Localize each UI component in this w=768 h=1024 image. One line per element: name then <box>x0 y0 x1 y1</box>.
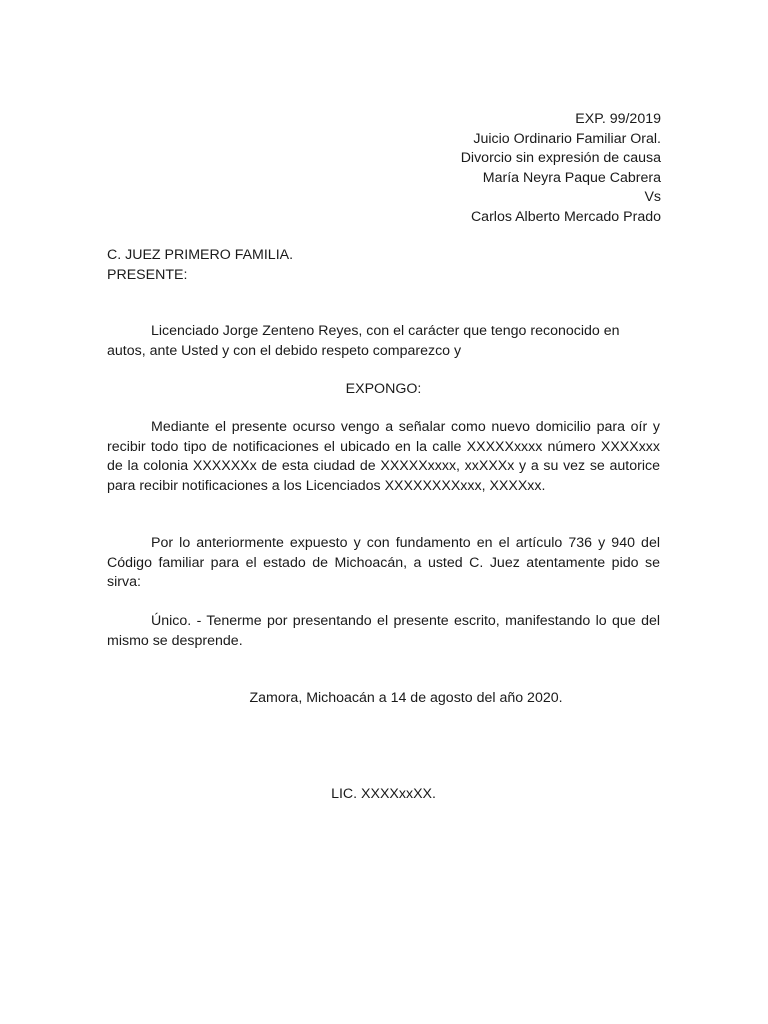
divorce-type: Divorcio sin expresión de causa <box>460 150 661 167</box>
place-and-date: Zamora, Michoacán a 14 de agosto del año 2020. <box>249 690 563 706</box>
plaintiff-name: María Neyra Paque Cabrera <box>482 169 661 186</box>
body-paragraph-address: Mediante el presente ocurso vengo a señalar como nuevo domicilio para oír y recibir todo tipo de notificaciones el ubicado en la calle XXXXXxxxx número XXXXxxx de la colonia XXXXXXx de esta ciudad de XXXXXxxxx, xxXXXx y a su vez se autorice para recibir notificaciones a los Licenciados XXXXXXXXxxx, XXXXxx. <box>107 419 660 494</box>
intro-paragraph: Licenciado Jorge Zenteno Reyes, con el carácter que tengo reconocido en autos, ante Usted y con el debido respeto comparezco y <box>107 323 620 359</box>
addressee-block <box>107 246 293 285</box>
addressee-judge: C. JUEZ PRIMERO FAMILIA. <box>107 247 294 263</box>
case-header <box>461 110 661 228</box>
addressee-present: PRESENTE: <box>107 266 188 283</box>
versus-label: Vs <box>644 189 661 206</box>
trial-type: Juicio Ordinario Familiar Oral. <box>473 130 661 147</box>
case-number: EXP. 99/2019 <box>575 111 661 127</box>
body-paragraph-legal-basis: Por lo anteriormente expuesto y con fundamento en el artículo 736 y 940 del Código familiar para el estado de Michoacán, a usted C. Juez atentamente pido se sirva: <box>107 535 660 591</box>
defendant-name: Carlos Alberto Mercado Prado <box>470 208 661 225</box>
signature-line: LIC. XXXXxxXX. <box>331 786 436 802</box>
section-heading: EXPONGO: <box>345 381 422 397</box>
body-paragraph-petition: Único. - Tenerme por presentando el presente escrito, manifestando lo que del mismo se desprende. <box>107 613 660 649</box>
